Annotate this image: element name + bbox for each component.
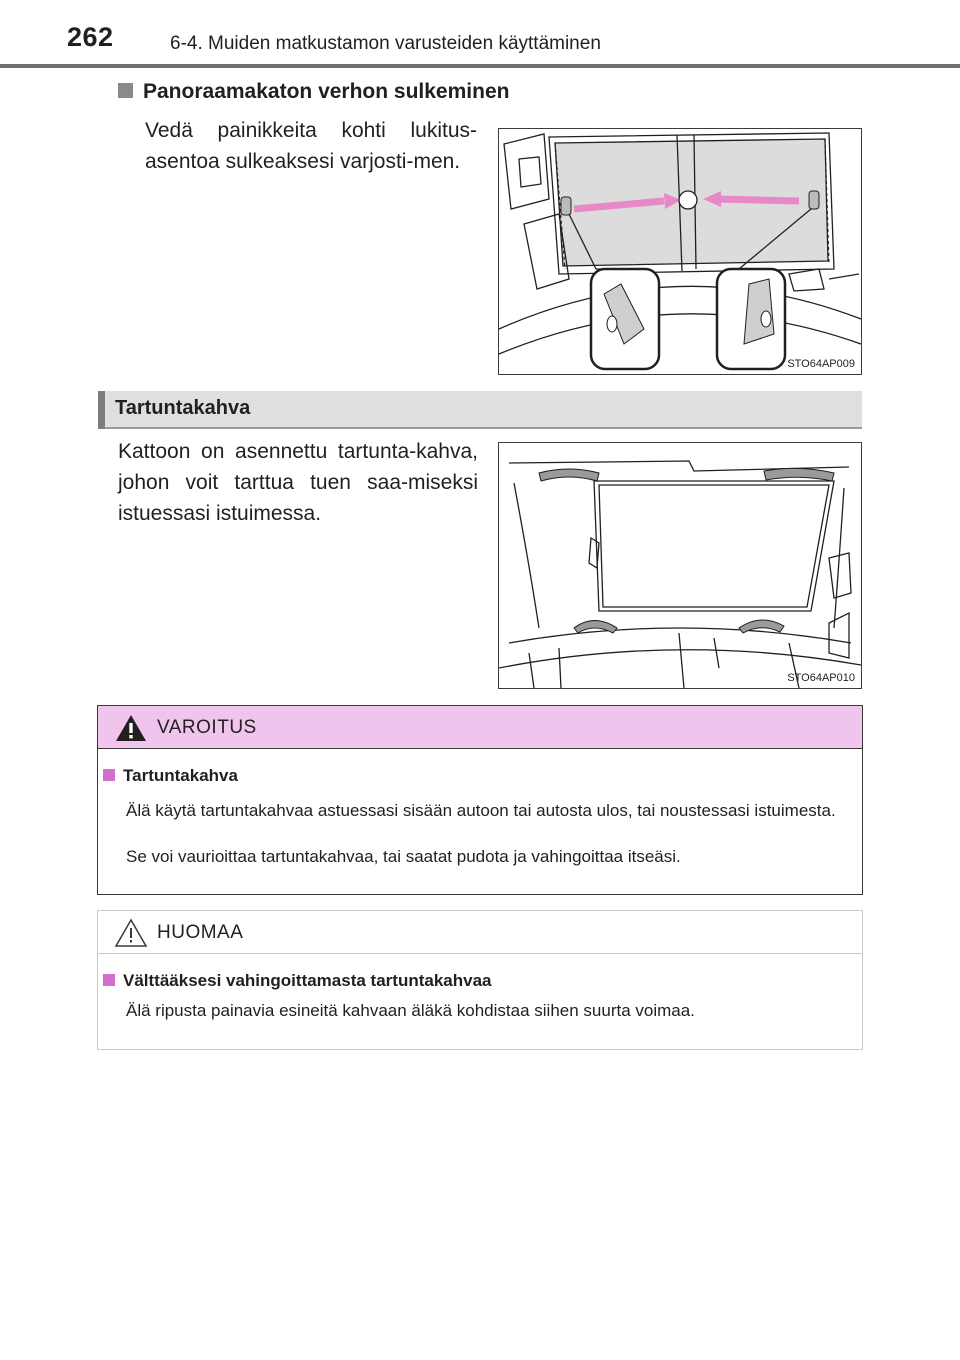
warning-item-text: Älä käytä tartuntakahvaa astuessasi sisään autoon tai autosta ulos, tai noustessasi istuimesta. (126, 801, 836, 820)
header-title: 6-4. Muiden matkustamon varusteiden käyttäminen (170, 33, 601, 54)
square-bullet-icon (103, 769, 115, 781)
roof-shade-drawing (499, 129, 861, 374)
close-shade-paragraph: Vedä painikkeita kohti lukitus-asentoa sulkeaksesi varjosti-men. (145, 119, 477, 173)
warning-item-text-2: Se voi vaurioittaa tartuntakahvaa, tai saatat pudota ja vahingoittaa itseäsi. (126, 847, 681, 866)
warning-header (98, 706, 862, 749)
square-bullet-icon (103, 974, 115, 986)
grab-handle-icon (539, 468, 834, 633)
notice-header (98, 911, 862, 954)
square-bullet-icon (118, 83, 133, 98)
warning-box (97, 705, 863, 895)
notice-item-title (103, 971, 491, 991)
warning-triangle-icon (114, 713, 148, 743)
notice-box (97, 910, 863, 1050)
roof-shade-illustration (498, 128, 862, 375)
notice-item-text: Älä ripusta painavia esineitä kahvaan äläkä kohdistaa siihen suurta voimaa. (126, 1001, 695, 1020)
header-rule (0, 64, 960, 68)
figure-code: STO64AP010 (787, 672, 855, 684)
subheading-text: Panoraamakaton verhon sulkeminen (143, 80, 510, 103)
warning-label: VAROITUS (157, 717, 257, 738)
grab-handle-illustration (498, 442, 862, 689)
notice-item-title-text: Välttääksesi vahingoittamasta tartuntakahvaa (123, 971, 492, 990)
notice-label: HUOMAA (157, 922, 244, 943)
subheading-close-shade (118, 80, 509, 104)
section-title: Tartuntakahva (115, 397, 251, 419)
grab-handle-drawing (499, 443, 861, 688)
caution-triangle-icon (114, 918, 148, 948)
warning-item-title-text: Tartuntakahva (123, 766, 238, 785)
section-heading-bar (98, 391, 862, 429)
handle-paragraph: Kattoon on asennettu tartunta-kahva, johon voit tarttua tuen saa-miseksi istuessasi istuimessa. (118, 440, 478, 525)
page-number: 262 (67, 22, 114, 52)
figure-code: STO64AP009 (787, 358, 855, 370)
warning-item-title (103, 766, 238, 786)
section-accent (98, 391, 105, 429)
